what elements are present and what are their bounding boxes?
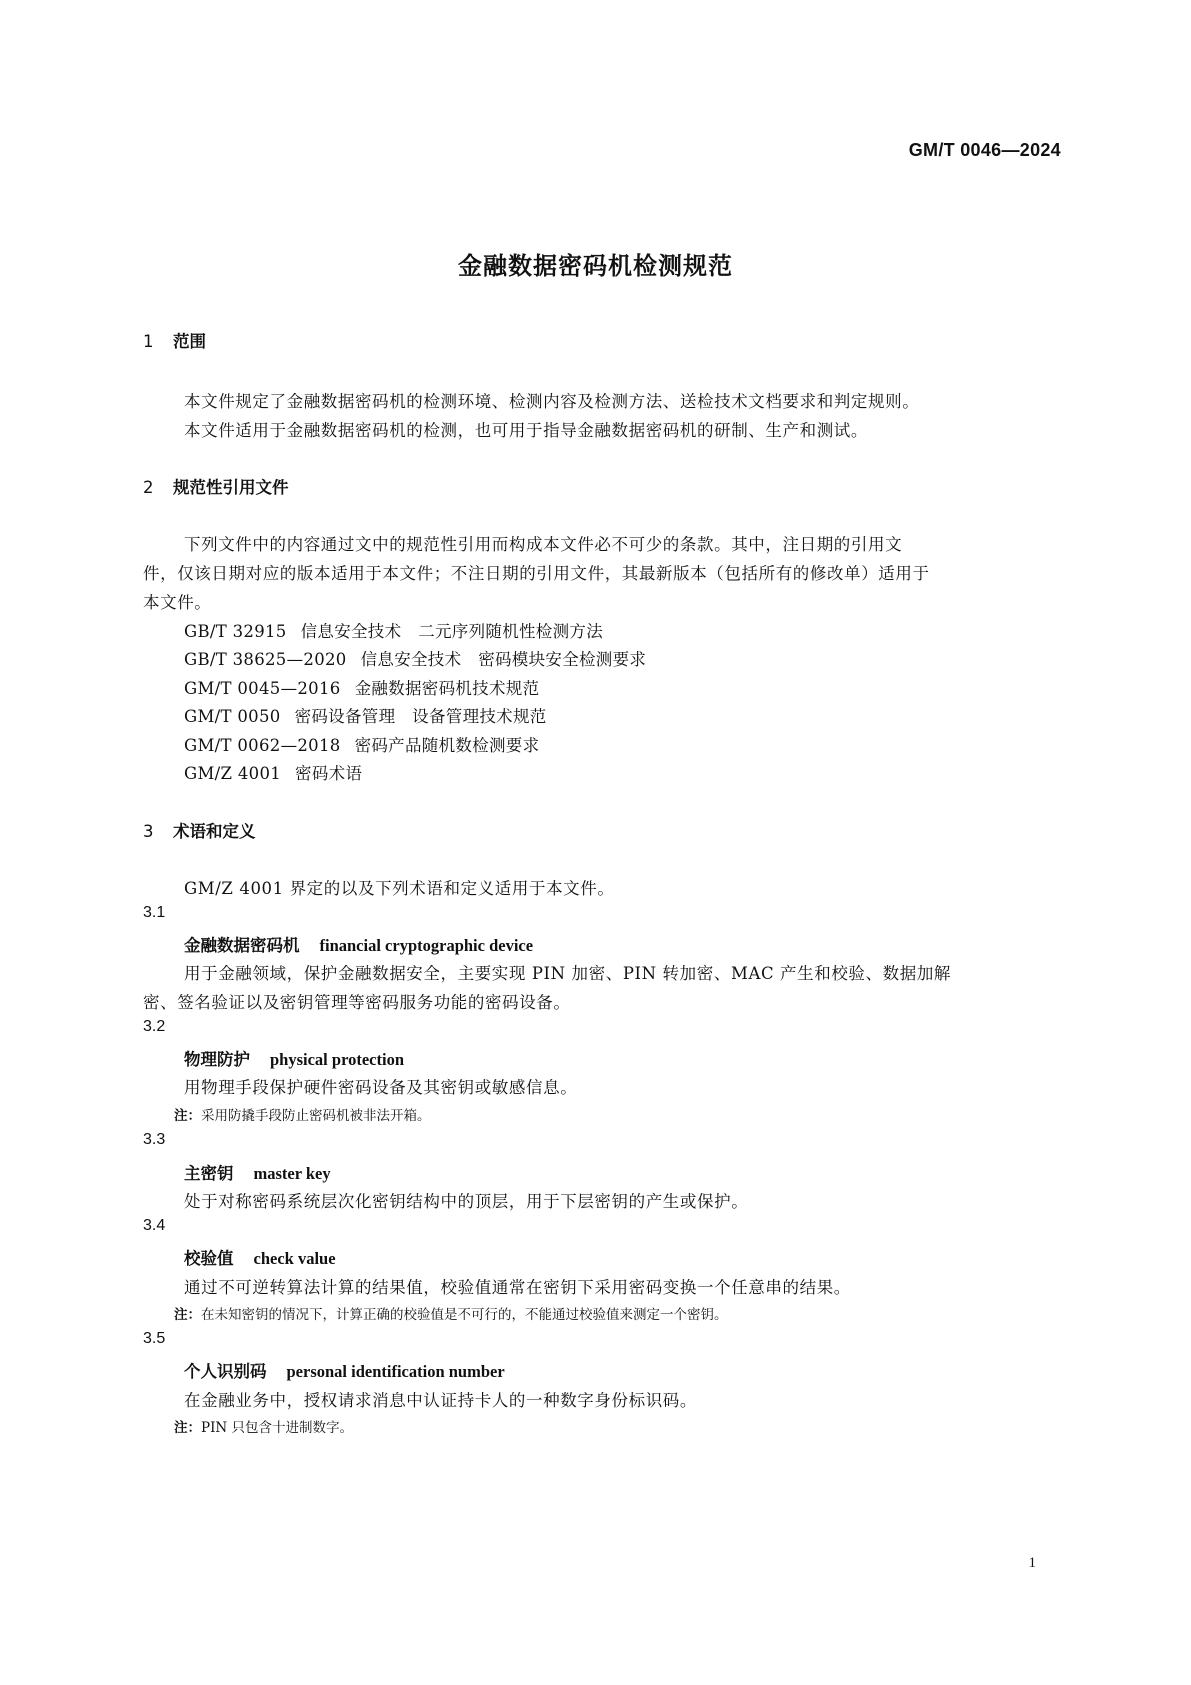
reference-item (184, 618, 603, 642)
reference-item (184, 760, 362, 784)
section-3-heading (143, 818, 256, 842)
term-number: 3.5 (143, 1330, 166, 1347)
reference-title: 金融数据密码机技术规范 (354, 679, 540, 698)
reference-item (184, 732, 539, 756)
reference-code: GM/T 0045—2016 (184, 679, 341, 698)
term-heading (184, 1046, 404, 1070)
term-zh: 主密钥 (184, 1164, 234, 1183)
term-number: 3.4 (143, 1217, 166, 1234)
section-2-heading (143, 474, 289, 498)
note-text: 采用防撬手段防止密码机被非法开箱。 (201, 1108, 431, 1124)
reference-code: GM/T 0050 (184, 707, 281, 726)
term-en: physical protection (270, 1050, 404, 1069)
reference-title: 密码设备管理 设备管理技术规范 (294, 707, 547, 726)
note (174, 1104, 431, 1124)
paragraph-line: 件，仅该日期对应的版本适用于本文件；不注日期的引用文件，其最新版本（包括所有的修改单）适用于 (143, 564, 930, 583)
note (174, 1303, 728, 1323)
section-number: 2 (143, 478, 154, 497)
reference-item (184, 703, 547, 727)
section-title: 规范性引用文件 (173, 478, 289, 497)
section-number: 1 (143, 332, 154, 351)
page-number: 1 (1028, 1555, 1036, 1571)
reference-title: 信息安全技术 密码模块安全检测要求 (360, 650, 647, 669)
term-definition: 在金融业务中，授权请求消息中认证持卡人的一种数字身份标识码。 (184, 1391, 697, 1410)
term-definition: 用物理手段保护硬件密码设备及其密钥或敏感信息。 (184, 1078, 578, 1097)
section-title: 术语和定义 (173, 822, 256, 841)
term-en: financial cryptographic device (319, 936, 534, 955)
term-number: 3.1 (143, 904, 166, 921)
paragraph: 本文件规定了金融数据密码机的检测环境、检测内容及检测方法、送检技术文档要求和判定规则。 (184, 392, 920, 411)
paragraph: 本文件适用于金融数据密码机的检测，也可用于指导金融数据密码机的研制、生产和测试。 (184, 421, 868, 440)
reference-item (184, 646, 646, 670)
note-text: PIN 只包含十进制数字。 (201, 1420, 354, 1436)
reference-code: GB/T 32915 (184, 622, 287, 641)
term-definition-line: 密、签名验证以及密钥管理等密码服务功能的密码设备。 (143, 993, 571, 1012)
reference-code: GM/Z 4001 (184, 764, 282, 783)
reference-title: 密码术语 (295, 764, 363, 783)
term-definition: 处于对称密码系统层次化密钥结构中的顶层，用于下层密钥的产生或保护。 (184, 1192, 749, 1211)
term-definition: 通过不可逆转算法计算的结果值，校验值通常在密钥下采用密码变换一个任意串的结果。 (184, 1278, 851, 1297)
reference-code: GM/T 0062—2018 (184, 736, 341, 755)
term-heading (184, 1245, 336, 1269)
term-number: 3.3 (143, 1131, 166, 1148)
note-label: 注： (174, 1420, 201, 1436)
reference-title: 密码产品随机数检测要求 (354, 736, 540, 755)
section-number: 3 (143, 822, 154, 841)
reference-title: 信息安全技术 二元序列随机性检测方法 (300, 622, 604, 641)
term-en: personal identification number (286, 1362, 505, 1381)
term-zh: 物理防护 (184, 1050, 250, 1069)
term-zh: 校验值 (184, 1249, 234, 1268)
section-title: 范围 (173, 332, 206, 351)
term-heading (184, 1358, 505, 1382)
reference-code: GB/T 38625—2020 (184, 650, 347, 669)
paragraph-line: 本文件。 (143, 593, 212, 612)
paragraph: 下列文件中的内容通过文中的规范性引用而构成本文件必不可少的条款。其中，注日期的引用文 (184, 535, 903, 554)
note-label: 注： (174, 1307, 201, 1323)
term-en: check value (253, 1249, 336, 1268)
term-zh: 金融数据密码机 (184, 936, 300, 955)
document-title: 金融数据密码机检测规范 (458, 252, 733, 280)
term-zh: 个人识别码 (184, 1362, 267, 1381)
reference-item (184, 675, 539, 699)
term-heading (184, 1160, 331, 1184)
term-number: 3.2 (143, 1018, 166, 1035)
term-heading (184, 932, 533, 956)
note-text: 在未知密钥的情况下，计算正确的校验值是不可行的，不能通过校验值来测定一个密钥。 (201, 1307, 728, 1323)
term-en: master key (253, 1164, 331, 1183)
paragraph: GM/Z 4001 界定的以及下列术语和定义适用于本文件。 (184, 879, 615, 898)
note-label: 注： (174, 1108, 201, 1124)
standard-code: GM/T 0046—2024 (908, 140, 1061, 160)
section-1-heading (143, 328, 206, 352)
term-definition: 用于金融领域，保护金融数据安全，主要实现 PIN 加密、PIN 转加密、MAC 产生和校验、数据加解 (184, 964, 952, 983)
note (174, 1416, 353, 1436)
